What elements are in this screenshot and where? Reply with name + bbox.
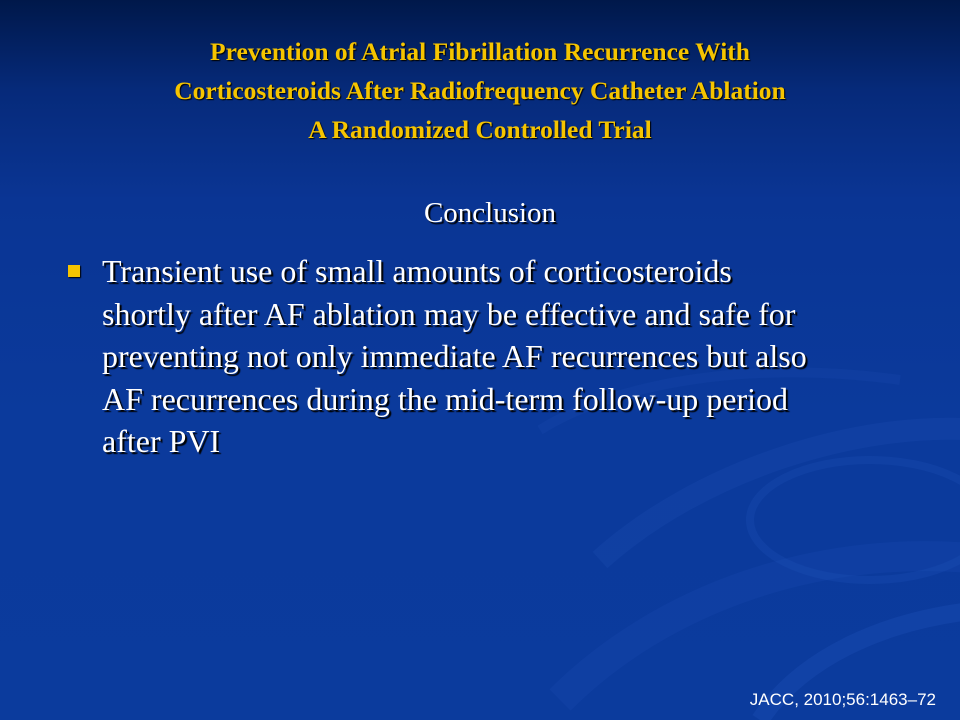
bullet-text-line-5: after PVI [102,423,221,459]
bullet-text-line-1: Transient use of small amounts of corticosteroids [102,253,732,289]
slide-title [40,32,920,149]
bullet-text-line-2: shortly after AF ablation may be effective and safe for [102,295,796,332]
square-bullet-icon [68,265,80,277]
citation: JACC, 2010;56:1463–72 [749,690,936,709]
bullet-text-line-3: preventing not only immediate AF recurrences but also [102,338,807,374]
slide-title-line-2: Corticosteroids After Radiofrequency Catheter Ablation [174,76,786,105]
bullet-text-line-4: AF recurrences during the mid-term follow-up period [102,380,789,417]
section-heading: Conclusion [423,197,557,229]
slide-title-line-3: A Randomized Controlled Trial [308,115,652,144]
bullet-text [102,250,922,463]
slide-title-line-1: Prevention of Atrial Fibrillation Recurrence With [210,37,750,66]
